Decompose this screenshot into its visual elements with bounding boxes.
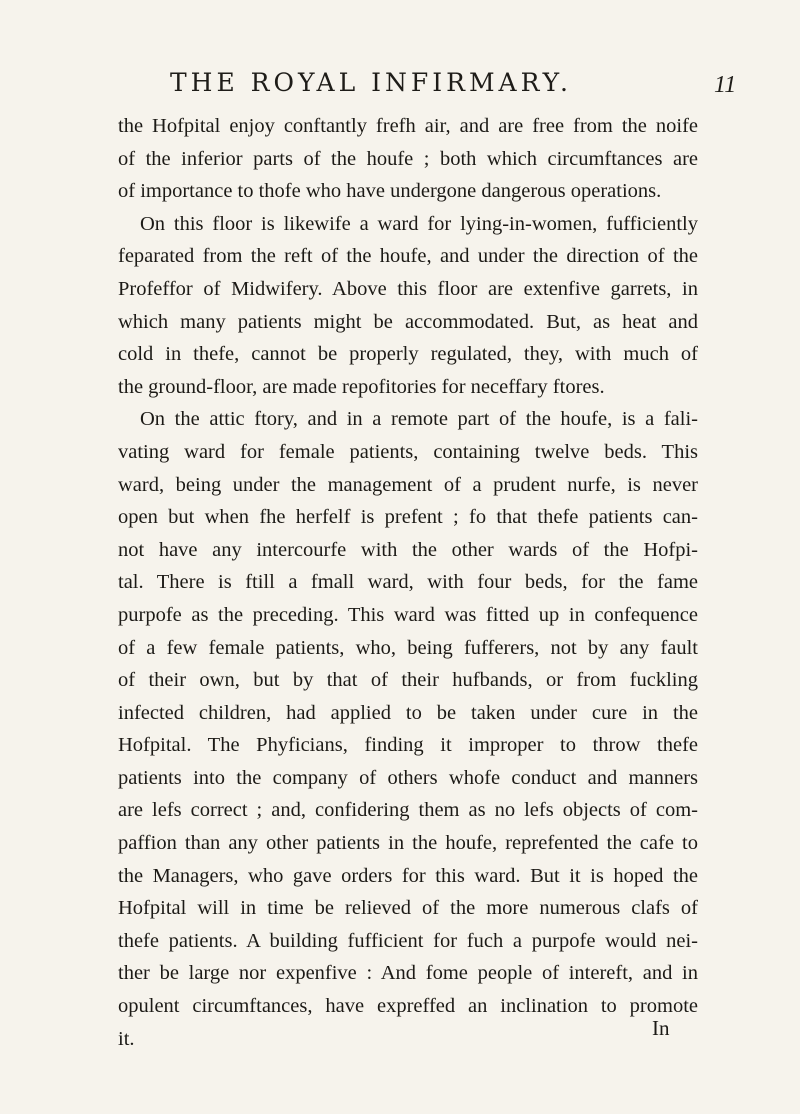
text-line: of their own, but by that of their hufbands, or from fuckling [118, 669, 698, 692]
text-line: ward, being under the management of a prudent nurfe, is never [118, 473, 698, 496]
text-line: of the inferior parts of the houfe ; both which circumftances are [118, 147, 698, 170]
text-line: patients into the company of others whofe conduct and manners [118, 766, 698, 789]
text-line: opulent circumftances, have expreffed an inclination to promote [118, 995, 698, 1018]
paragraph-1 [118, 110, 698, 208]
text-line: On the attic ftory, and in a remote part of the houfe, is a fali- [140, 408, 698, 431]
text-line: are lefs correct ; and, confidering them as no lefs objects of com- [118, 799, 698, 822]
running-title: THE ROYAL INFIRMARY. [170, 68, 572, 97]
catchword: In [652, 1016, 670, 1040]
text-line: it. [118, 1027, 135, 1050]
text-line: Profeffor of Midwifery. Above this floor are extenfive garrets, in [118, 277, 698, 300]
text-line: vating ward for female patients, containing twelve beds. This [118, 440, 698, 463]
text-line: the Hofpital enjoy conftantly frefh air, and are free from the noife [118, 115, 698, 137]
page-number: 11 [714, 72, 737, 98]
text-line: ther be large nor expenfive : And fome people of intereft, and in [118, 962, 698, 985]
text-line: tal. There is ftill a fmall ward, with four beds, for the fame [118, 571, 698, 594]
text-line: Hofpital. The Phyficians, finding it improper to throw thefe [118, 734, 698, 757]
text-line: open but when fhe herfelf is prefent ; fo that thefe patients can- [118, 506, 698, 529]
text-line: of importance to thofe who have undergone dangerous operations. [118, 180, 662, 203]
text-line: Hofpital will in time be relieved of the more numerous clafs of [118, 897, 698, 920]
text-line: of a few female patients, who, being fufferers, not by any fault [118, 636, 698, 659]
text-line: the Managers, who gave orders for this ward. But it is hoped the [118, 864, 698, 887]
text-line: paffion than any other patients in the houfe, reprefented the cafe to [118, 832, 698, 855]
text-line: the ground-floor, are made repofitories for neceffary ftores. [118, 375, 605, 398]
text-line: not have any intercourfe with the other wards of the Hofpi- [118, 538, 698, 561]
body-text [118, 110, 698, 1055]
text-line: thefe patients. A building fufficient for fuch a purpofe would nei- [118, 929, 698, 952]
text-line: infected children, had applied to be taken under cure in the [118, 701, 698, 724]
text-line: feparated from the reft of the houfe, and under the direction of the [118, 245, 698, 268]
text-line: purpofe as the preceding. This ward was fitted up in confequence [118, 603, 698, 626]
text-line: On this floor is likewife a ward for lying-in-women, fufficiently [140, 212, 698, 235]
text-line: cold in thefe, cannot be properly regulated, they, with much of [118, 343, 698, 366]
paragraph-3 [118, 403, 698, 1055]
text-line: which many patients might be accommodated. But, as heat and [118, 310, 698, 333]
paragraph-2 [118, 208, 698, 404]
